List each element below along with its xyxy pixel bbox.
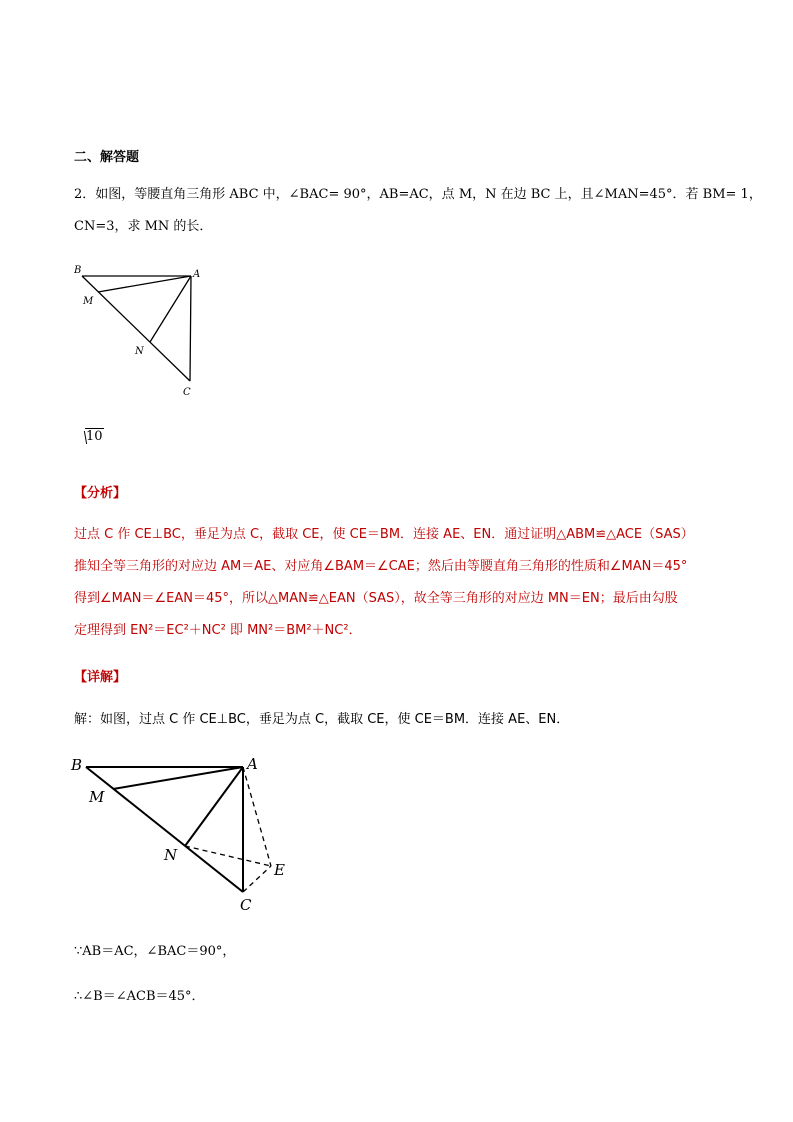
- segment-an: [150, 276, 191, 342]
- segment-am: [113, 767, 243, 789]
- step-line-2: ∴∠B＝∠ACB＝45°．: [74, 989, 205, 1004]
- question-text-line-1: 2．如图，等腰直角三角形 ABC 中，∠BAC= 90°，AB=AC，点 M，N 在边 BC 上，且∠MAN=45°．若 BM= 1，: [74, 187, 762, 202]
- analysis-line-2: 推知全等三角形的对应边 AM＝AE、对应角∠BAM＝∠CAE；然后由等腰直角三角形的性质和∠MAN＝45°: [74, 559, 688, 574]
- label-c: C: [183, 387, 191, 398]
- label-n: N: [135, 346, 144, 357]
- segment-ae-dashed: [243, 767, 271, 866]
- detail-tag: 【详解】: [74, 670, 127, 685]
- analysis-line-4: 定理得到 EN²＝EC²＋NC² 即 MN²＝BM²＋NC²．: [74, 623, 362, 638]
- label-c: C: [240, 896, 252, 914]
- figure-1-triangle: [70, 260, 210, 400]
- answer-radicand: 10: [86, 429, 103, 444]
- analysis-line-3: 得到∠MAN＝∠EAN＝45°，所以△MAN≌△EAN（SAS），故全等三角形的对应边 MN＝EN；最后由勾股: [74, 591, 678, 606]
- segment-ac: [190, 276, 191, 381]
- analysis-tag: 【分析】: [74, 486, 127, 501]
- label-n: N: [164, 846, 178, 864]
- segment-bc: [86, 767, 243, 892]
- segment-ce-dashed: [243, 866, 271, 892]
- label-m: M: [83, 296, 94, 307]
- label-m: M: [89, 788, 105, 806]
- sqrt-symbol: [76, 428, 104, 445]
- figure-2-triangle-with-e: [66, 750, 306, 920]
- label-a: A: [193, 269, 201, 280]
- label-e: E: [274, 861, 285, 879]
- segment-am: [98, 276, 191, 292]
- segment-an: [185, 767, 243, 846]
- question-text-line-2: CN=3，求 MN 的长．: [74, 219, 213, 234]
- label-a: A: [247, 755, 258, 773]
- solution-line-1: 解：如图，过点 C 作 CE⊥BC，垂足为点 C，截取 CE，使 CE＝BM．连接 AE、EN．: [74, 712, 570, 727]
- answer-value: [76, 428, 104, 445]
- analysis-line-1: 过点 C 作 CE⊥BC，垂足为点 C，截取 CE，使 CE＝BM．连接 AE、EN．通过证明△ABM≌△ACE（SAS）: [74, 527, 694, 542]
- step-line-1: ∵AB＝AC，∠BAC＝90°，: [74, 944, 236, 959]
- label-b: B: [71, 756, 83, 774]
- section-title: 二、解答题: [74, 150, 140, 165]
- label-b: B: [74, 265, 82, 276]
